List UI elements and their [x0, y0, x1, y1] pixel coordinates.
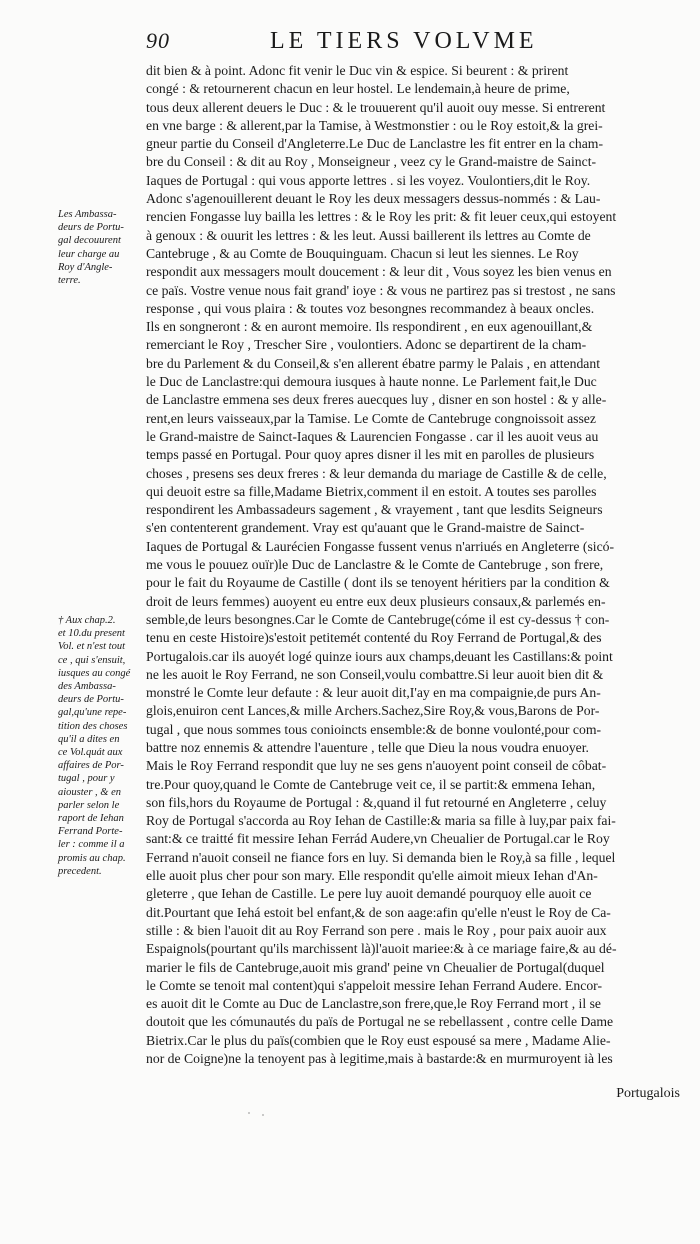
margin-note-line: promis au chap.: [58, 852, 126, 864]
margin-note-line: deurs de Portu-: [58, 222, 124, 234]
text-line: Ils en songneront : & en auront memoire. Ils respondirent , en eux agenouillant,&: [146, 319, 593, 335]
margin-note-line: tugal , pour y: [58, 773, 115, 785]
margin-note-line: qu'il a dites en: [58, 733, 120, 745]
margin-note-ambassadors: [58, 208, 140, 287]
text-line: Iaques de Portugal & Laurécien Fongasse fussent venus n'arriués en Angleterre (sicó-: [146, 538, 615, 554]
text-line: battre noz ennemis & attendre l'auenture , telle que Dieu la nous voudra enuoyer.: [146, 739, 589, 755]
text-line: son fils,hors du Royaume de Portugal : &,quand il fut retourné en Angleterre , celuy: [146, 794, 607, 810]
main-text-block: [146, 62, 682, 1068]
text-line: le Grand-maistre de Sainct-Iaques & Laurencien Fongasse . car il les auoit veus au: [146, 428, 599, 444]
text-line: à genoux : & ouurit les lettres : & les leut. Aussi baillerent ils lettres au Comte de: [146, 227, 591, 243]
text-line: rencien Fongasse luy bailla les lettres : & le Roy les prit: & fit leuer ceux,qui estoyent: [146, 209, 617, 225]
margin-note-line: raport de Iehan: [58, 813, 124, 825]
text-line: elle auoit plus cher pour son mary. Elle respondit qu'elle aimoit mieux Iehan d'An-: [146, 868, 598, 884]
text-line: en vne barge : & allerent,par la Tamise, à Westmonstier : ou le Roy estoit,& la grei-: [146, 117, 603, 133]
margin-note-line: deurs de Portu-: [58, 694, 124, 706]
text-line: Cantebruge , & au Comte de Bouquinguam. Chacun si leut les siennes. Le Roy: [146, 245, 579, 261]
text-line: Adonc s'agenouillerent deuant le Roy les deux messagers dessus-nommés : & Lau-: [146, 191, 601, 207]
text-line: dit.Pourtant que Iehá estoit bel enfant,& de son aage:afin qu'elle n'eust le Roy de Ca-: [146, 904, 611, 920]
margin-note-line: ce Vol.quát aux: [58, 747, 123, 759]
text-line: pour le fait du Royaume de Castille ( dont ils se tenoyent héritiers par la condition &: [146, 575, 610, 591]
text-line: qui deuoit estre sa fille,Madame Bietrix,comment il en estoit. A toutes ses parolles: [146, 483, 597, 499]
text-line: choses , presens ses deux freres : & leur demanda du mariage de Castille & de celle,: [146, 465, 607, 481]
text-line: glois,enuiron cent Lances,& mille Archers.Sachez,Sire Roy,& vous,Barons de Por-: [146, 703, 600, 719]
text-line: Portugalois.car ils auoyét logé quinze iours aux champs,deuant les Castillans:& point: [146, 648, 613, 664]
margin-note-line: † Aux chap.2.: [58, 615, 116, 626]
margin-note-line: iusques au congé: [58, 667, 131, 679]
text-line: monstré le Comte leur defaute : & leur auoit dit,I'ay en ma compaignie,de purs An-: [146, 685, 601, 701]
text-line: congé : & retournerent chacun en leur hostel. Le lendemain,à heure de prime,: [146, 81, 570, 97]
margin-note-line: terre.: [58, 275, 81, 287]
text-line: ne les auoit le Roy Ferrand, ne son Conseil,voulu combattre.Si leur auoit bien dit &: [146, 666, 604, 682]
text-line: tous deux allerent deuers le Duc : & le trouuerent qu'il auoit ouy messe. Si entrerent: [146, 99, 606, 115]
text-line: temps passé en Portugal. Pour quoy apres disner il les mit en parolles de plusieurs: [146, 447, 595, 463]
text-line: Ferrand n'auoit conseil ne fiance fors en luy. Si demanda bien le Roy,à sa fille , lequel: [146, 849, 616, 865]
text-line: Espaignols(pourtant qu'ils marchissent là)l'auoit mariee:& à ce mariage faire,& au dé-: [146, 941, 617, 957]
margin-note-line: parler selon le: [58, 799, 120, 811]
margin-note-line: affaires de Por-: [58, 760, 124, 772]
text-line: ce païs. Vostre venue nous fait grand' ioye : & vous ne partirez pas si trestost , ne sans: [146, 282, 616, 298]
text-line: Mais le Roy Ferrand respondit que luy ne ses gens n'auoyent point conseil de côbat-: [146, 758, 607, 774]
margin-note-line: Vol. et n'est tout: [58, 641, 125, 653]
margin-note-line: aiouster , & en: [58, 786, 121, 798]
margin-note-line: et 10.du present: [58, 628, 125, 640]
text-line: tugal , que nous sommes tous conioincts ensemble:& de bonne voulonté,pour com-: [146, 721, 602, 737]
text-line: semble,de leurs besongnes.Car le Comte de Cantebruge(cóme il est cy-dessus † con-: [146, 611, 610, 627]
margin-note-line: des Ambassa-: [58, 681, 116, 693]
margin-note-line: Ferrand Porte-: [58, 826, 123, 838]
folio-number: 90: [146, 28, 170, 53]
margin-note-line: gal decouurent: [58, 235, 121, 247]
text-line: response , qui vous plaira : & toutes voz besongnes recommandez à beaux oncles.: [146, 300, 595, 316]
text-line: tre.Pour quoy,quand le Comte de Cantebruge veit ce, il se partit:& emmena Iehan,: [146, 776, 596, 792]
text-line: droit de leurs femmes) auoyent eu entre eux deux plusieurs consaux,& parlemés en-: [146, 593, 606, 609]
text-line: respondirent les Ambassadeurs sagement , & vrayement , tant que lesdits Seigneurs: [146, 502, 603, 518]
text-line: Roy de Portugal s'accorda au Roy Iehan de Castille:& maria sa fille à luy,par paix fai-: [146, 813, 616, 829]
text-line: stille : & bien l'auoit dit au Roy Ferrand son pere . mais le Roy , pour paix auoir aux: [146, 922, 607, 938]
running-head: LE TIERS VOLVME: [270, 28, 538, 54]
text-line: marier le fils de Cantebruge,auoit mis grand' peine vn Cheualier de Portugal(duquel: [146, 959, 605, 975]
text-line: de Lanclastre emmena ses deux freres auecques luy , disner en son hostel : & y alle-: [146, 392, 607, 408]
text-line: le Comte se tenoit mal content)qui s'appeloit messire Iehan Ferrand Audere. Encor-: [146, 977, 603, 993]
text-line: dit bien & à point. Adonc fit venir le Duc vin & espice. Si beurent : & prirent: [146, 63, 569, 78]
margin-note-line: precedent.: [58, 865, 102, 877]
text-line: nor de Coigne)ne la tenoyent pas à legitime,mais à bastarde:& en murmuroyent ià les: [146, 1051, 613, 1067]
text-line: Iaques de Portugal : qui vous apporte lettres . si les voyez. Voulontiers,dit le Roy.: [146, 172, 591, 188]
text-line: Bietrix.Car le plus du païs(combien que le Roy eust espousé sa mere , Madame Alie-: [146, 1032, 611, 1048]
text-line: bre du Conseil : & dit au Roy , Monseigneur , veez cy le Grand-maistre de Sainct-: [146, 154, 597, 170]
margin-note-line: gal,qu'une repe-: [58, 707, 127, 719]
margin-note-line: ce , qui s'ensuit,: [58, 654, 126, 666]
text-line: respondit aux messagers moult doucement : & leur dit , Vous soyez les bien venus en: [146, 264, 612, 280]
page-header: [146, 28, 680, 58]
text-line: bre du Parlement & du Conseil,& s'en allerent ébatre parmy le Palais , en attendant: [146, 355, 601, 371]
margin-note-line: tition des choses: [58, 720, 128, 732]
text-line: sant:& ce traitté fit messire Iehan Ferrád Audere,vn Cheualier de Portugal.car le Roy: [146, 831, 610, 847]
text-line: s'en contenterent grandement. Vray est qu'auant que le Grand-maistre de Sainct-: [146, 520, 585, 536]
text-line: es auoit dit le Comte au Duc de Lanclastre,son frere,que,le Roy Ferrand mort , il se: [146, 996, 601, 1012]
text-line: remerciant le Roy , Trescher Sire , voulontiers. Adonc se departirent de la cham-: [146, 337, 587, 353]
paper-speck: [262, 1114, 264, 1116]
text-line: me vous le pouuez ouïr)le Duc de Lanclastre & le Comte de Cantebruge , son frere,: [146, 557, 604, 573]
margin-note-cross-reference: [58, 614, 140, 878]
text-line: doutoit que les cómunautés du païs de Portugal ne se rebellassent , contre celle Dame: [146, 1014, 614, 1030]
margin-note-line: Roy d'Angle-: [58, 261, 113, 273]
margin-note-line: Les Ambassa-: [58, 209, 117, 220]
paper-speck: [248, 1112, 250, 1114]
margin-note-line: leur charge au: [58, 248, 120, 260]
catchword: Portugalois: [616, 1086, 680, 1101]
text-line: rent,en leurs vaisseaux,par la Tamise. Le Comte de Cantebruge congnoissoit assez: [146, 410, 596, 426]
text-line: le Duc de Lanclastre:qui demoura iusques à haute nonne. Le Parlement fait,le Duc: [146, 374, 597, 390]
text-line: gleterre , que Iehan de Castille. Le pere luy auoit demandé pourquoy elle auoit ce: [146, 886, 592, 902]
margin-note-line: ler : comme il a: [58, 839, 125, 851]
text-line: gneur partie du Conseil d'Angleterre.Le Duc de Lanclastre les fit entrer en la cham-: [146, 136, 604, 152]
text-line: tenu en ceste Histoire)s'estoit petitemét contenté du Roy Ferrand de Portugal,& des: [146, 630, 602, 646]
